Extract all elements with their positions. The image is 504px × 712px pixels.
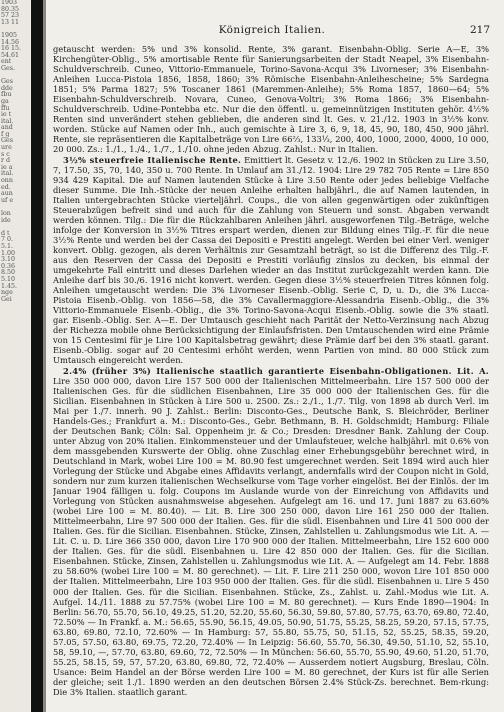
adjacent-page-edge <box>0 0 30 712</box>
adjacent-page-fragment: ga <box>1 97 9 105</box>
adjacent-page-fragment: 1.00 <box>1 249 16 257</box>
adjacent-page-fragment: and <box>1 124 13 132</box>
adjacent-page-fragment: 13 11 <box>1 18 20 26</box>
adjacent-page-fragment: 3.10 <box>1 256 16 264</box>
adjacent-page-fragments <box>0 0 30 303</box>
adjacent-page-fragment: 16 15. <box>1 45 22 53</box>
section-paragraph-eisenbahn-obligationen <box>53 366 489 698</box>
adjacent-page-fragment: fbu <box>1 91 12 99</box>
adjacent-page-fragment: lon <box>1 210 11 217</box>
running-head-title: Königreich Italien. <box>218 24 326 36</box>
adjacent-page-fragment: 5.1. <box>1 242 14 250</box>
adjacent-page-fragment: s c <box>1 150 10 158</box>
section-heading: 3½% steuerfreie Italienische Rente. <box>63 154 242 165</box>
adjacent-page-fragment: 1905 <box>1 31 18 39</box>
adjacent-page-fragment: onn <box>1 177 13 185</box>
adjacent-page-fragment: ie t <box>1 111 12 119</box>
adjacent-page-fragment: 8.50 <box>1 269 16 277</box>
adjacent-page-fragment: Ges <box>1 137 13 145</box>
adjacent-page-fragment: ide <box>1 216 11 224</box>
adjacent-page-fragment: ure <box>1 144 12 152</box>
adjacent-page-fragment: 14.56 <box>1 38 20 46</box>
section-paragraph-konversion <box>53 44 489 155</box>
adjacent-page-fragment: nge <box>1 289 13 297</box>
section-heading: 2.4% (früher 3%) Italienische staatlich garantierte Eisenbahn-Obligationen. Lit. A. <box>63 365 489 376</box>
adjacent-page-fragment: 80.35 <box>1 5 20 13</box>
page-number: 217 <box>469 24 490 36</box>
adjacent-page-fragment: 7 0. <box>1 236 14 244</box>
section-paragraph-steuerfreie-rente <box>53 155 489 366</box>
section-text: Emittiert lt. Gesetz v. 12./6. 1902 in Stücken zu Lire 3.50, 7, 17.50, 35, 70, 140, 350 u. 700 Rente. In Umlauf am 31./12. 1904: Lire 29 782 705 Rente = Lire 850 934 429 Kapital. Die auf Namen lautenden Stücke à Lire 3.50 Rente oder jedes beliebige Vielfache dieser Summe. Die Inh.-Stücke der neuen Anleihe erhalten halbjährl., die auf Namen lautenden, in Italien untergebrachten Stücke vierteljährl. Coups., die von allen gegenwärtigen oder zukünftigen Steuerabzügen befreit sind und auch für die Zahlung von Steuern und sonst. Abgaben verwandt werden können. Tilg.: Die für die Rückzahlbaren Anleihen jährl. ausgeworfenen Tilg.-Beträge, welche infolge der Konversion in 3½% Titres erspart werden, dienen zur Bildung eines Tilg.-F. für die neue 3½% Rente und werden bei der Cassa dei Depositi e Prestiti angelegt. Werden bei einer Verl. weniger konvert. Oblig. gezogen, als deren Verhältnis zur Gesamtzahl beträgt, so ist die Differenz des Tilg.-F. aus den Reserven der Cassa dei Depositi e Prestiti vorläufig zinslos zu decken, bis einmal der umgekehrte Fall eintritt und dieses Darlehen wieder an das Institut zurückgezahlt werden kann. Die Anleihe darf bis 30./6. 1916 nicht konvert. werden. Gegen diese 3½% steuerfreien Titres können folg. Anleihen umgetauscht werden: Die 3% Livorneser Eisenb.-Oblig. Serie C, D, u. D₁, die 3% Lucca-Pistoia Eisenb.-Oblig. von 1856—58, die 3% Cavallermaggiore-Alessandria Eisenb.-Oblig., die 3% Vittorio-Emmanuele Eisenb.-Oblig., die 3% Torino-Savona-Acqui Eisenb.-Oblig. sowie die 3% staatl. gar. Eisenb.-Oblig. Ser. A—E. Der Umtausch geschieht nach Parität der Netto-Verzinsung nach Abzug der Richezza mobile ohne Berücksichtigung der Einlaufsfristen. Den Umtauschenden wird eine Prämie von 15 Centesimi für je Lire 100 Kapitalsbetrag gewährt; diese Prämie darf bei den 3% staatl. garant. Eisenb.-Oblig. sogar auf 20 Centesimi erhöht werden, wenn Partien von mind. 80 000 Stück zum Umtausch eingereicht werden. <box>53 154 489 366</box>
section-text: Lire 350 000 000, davon Lire 157 500 000 der Italienischen Mittelmeerbahn. Lire 157 500 000 der Italienischen Ges. für die südlichen Eisenbahnen, Lire 35 000 000 der Italienischen Ges. für die Sicilian. Eisenbahnen in Stücken à Lire 500 u. 2500. Zs.: 2./1., 1./7. Tilg. von 1898 ab durch Verl. im Mai per 1./7. innerh. 90 J. Zahlst.: Berlin: Disconto-Ges., Deutsche Bank, S. Bleichröder, Berliner Handels-Ges.; Frankfurt a. M.: Disconto-Ges., Gebr. Bethmann, B. H. Goldschmidt; Hamburg: Filiale der Deutschen Bank; Cöln: Sal. Oppenheim jr. & Co.; Dresden: Dresdner Bank. Zahlung der Coup. unter Abzug von 20% italien. Einkommensteuer und der Umlaufsteuer, welche halbjährl. mit 0.6% von dem massgebenden Kurswerte der Oblig. ohne Zuschlag einer Erhebungsgebühr berechnet wird, in Deutschland in Mark, wobei Lire 100 = M. 80.90 fest umgerechnet werden. Seit 1894 wird auch hier Vorlegung der Stücke und Abgabe eines Affidavits verlangt, andernfalls wird der Coupon nicht in Gold, sondern nur zum kurzen italienischen Wechselkurse vom Tage vorher eingelöst. Bei der Einlös. der im Januar 1904 fälligen u. folg. Coupons im Auslande wurde von der Einreichung von Affidavits und Vorlegung von Stücken ausnahmsweise abgesehen. Aufgelegt am 16. und 17. Juni 1887 zu 63.60% (wobei Lire 100 = M. 80.40). — Lit. B. Lire 300 250 000, davon Lire 161 250 000 der Italien. Mittelmeerbahn, Lire 97 500 000 der Italien. Ges. für die südl. Eisenbahnen und Lire 41 500 000 der Italien. Ges. für die Sicilian. Eisenbahnen. Stücke, Zinsen, Zahlstellen u. Zahlungsmodus wie Lit. A. — Lit. C. u. D. Lire 366 350 000, davon Lire 170 900 000 der Italien. Mittelmeerbahn, Lire 152 600 000 der Italien. Ges. für die südl. Eisenbahnen u. Lire 42 850 000 der Italien. Ges. für die Sicilian. Eisenbahnen. Stücke, Zinsen, Zahlstellen u. Zahlungsmodus wie Lit. A. — Aufgelegt am 14. Febr. 1888 zu 58.60% (wobei Lire 100 = M. 80 gerechnet). — Lit. F. Lire 211 250 000, wovon Lire 101 850 000 der Italien. Mittelmeerbahn, Lire 103 950 000 der Italien. Ges. für die südl. Eisenbahnen u. Lire 5 450 000 der Italien. Ges. für die Sicilian. Eisenbahnen. Stücke, Zs., Zahlst. u. Zahl.-Modus wie Lit. A. Aufgel. 14./11. 1888 zu 57.75% (wobei Lire 100 = M. 80 gerechnet). — Kurs Ende 1890—1904: In Berlin: 56.70, 55.70, 56.10, 49.25, 51.20, 52.20, 55.60, 56.30, 59.80, 57.80, 57.75, 63.70, 69.80, 72.40, 72.50% — In Frankf. a. M.: 56.65, 55.90, 56.15, 49.05, 50.90, 51.75, 55.25, 58.25, 59.20, 57.15, 57.75, 63.80, 69.80, 72.10, 72.60% — In Hamburg: 57, 55.80, 55.75, 50, 51.15, 52, 55.25, 58.35, 59.20, 57.05, 57.50, 63.80, 69.75, 72.20, 72.40% — In Leipzig: 56.60, 55.70, 56.30, 49.50, 51.10, 52, 55.10, 58, 59.10, —, 57.70, 63.80, 69.60, 72, 72.50% — In München: 56.60, 55.70, 55.90, 49.60, 51.20, 51.70, 55.25, 58.15, 59, 57, 57.20, 63.80, 69.80, 72, 72.40% — Ausserdem notiert Augsburg, Breslau, Cöln. Usance: Beim Handel an der Börse werden Lire 100 = M. 80 gerechnet, der Kurs ist für alle Serien der gleiche; seit 1./1. 1890 werden an den deutschen Börsen 2.4% Stück-Zs. berechnet. Bem-rkung: Die 3% Italien. staatlich garant. <box>53 375 489 697</box>
adjacent-page-fragment: ed. <box>1 183 11 191</box>
adjacent-page-fragment: Ges <box>1 78 13 86</box>
adjacent-page-fragment: Gei <box>1 295 12 303</box>
adjacent-page-fragment: ffu <box>1 104 10 112</box>
adjacent-page-fragment: dde <box>1 84 13 92</box>
adjacent-page-fragment: ent <box>1 58 12 66</box>
adjacent-page-fragment: r d <box>1 157 11 165</box>
adjacent-page-fragment: uf e <box>1 196 14 204</box>
adjacent-page-fragment: 1.45. <box>1 282 18 290</box>
adjacent-page-fragment: f g <box>1 130 10 138</box>
adjacent-page-fragment: 54.61 <box>1 51 20 59</box>
adjacent-page-fragment: d t <box>1 229 10 237</box>
adjacent-page-fragment: 57 23 <box>1 12 20 20</box>
page-body <box>53 44 489 708</box>
adjacent-page-fragment: 5.10 <box>1 275 16 283</box>
adjacent-page-fragment: 0.36 <box>1 262 16 270</box>
adjacent-page-fragment: Ges. <box>1 64 15 72</box>
adjacent-page-fragment: ie a <box>1 163 13 171</box>
book-spine-gutter <box>31 0 43 712</box>
adjacent-page-fragment: ital. <box>1 117 14 125</box>
adjacent-page-fragment: ital. <box>1 170 14 178</box>
adjacent-page-fragment: 1903 <box>1 0 18 6</box>
gutter-shadow <box>43 0 46 712</box>
page-header <box>52 24 492 38</box>
section-text: getauscht werden: 5% und 3% konsolid. Rente, 3% garant. Eisenbahn-Oblig. Serie A—E, 3% Kirchengüter-Oblig., 5% amortisable Rente für Sanierungsarbeiten der Stadt Neapel, 3% Eisenbahn-Schuldverschreib. Cuneo, Vittorio-Emmanuele, Torino-Savona-Acqui 3% Livorneser; 3% Eisenbahn-Anleihen Lucca-Pistoia 1856, 1858, 1860; 3% Römische Eisenbahn-Anleihescheine; 5% Sardegna 1851; 5% Parma 1827; 5% Toscaner 1861 (Maremmen-Anleihe); 5% Roma 1857, 1860—64; 5% Eisenbahn-Schuldverschreib. Novara, Cuneo, Genova-Voltri; 3% Roma 1866; 3% Eisenbahn-Schuldverschreib. Udine-Pontebba etc. Nur die den öffentl. u. gemeinnützigen Instituten gehör. 4½% Renten sind unverändert stehen geblieben, die anderen sind lt. Ges. v. 21./12. 1903 in 3½% konv. worden. Stücke auf Namen oder Inh., auch gemischte à Lire 3, 6, 9, 18, 45, 90, 180, 450, 900 jährl. Rente, sie repräsentieren die Kapitalbeträge von Lire 66⅔, 133⅓, 200, 400, 1000, 2000, 4000, 10 000, 20 000. Zs.: 1./1., 1./4., 1./7., 1./10. ohne jeden Abzug. Zahlst.: Nur in Italien. <box>53 44 489 155</box>
adjacent-page-fragment: aun <box>1 190 13 198</box>
